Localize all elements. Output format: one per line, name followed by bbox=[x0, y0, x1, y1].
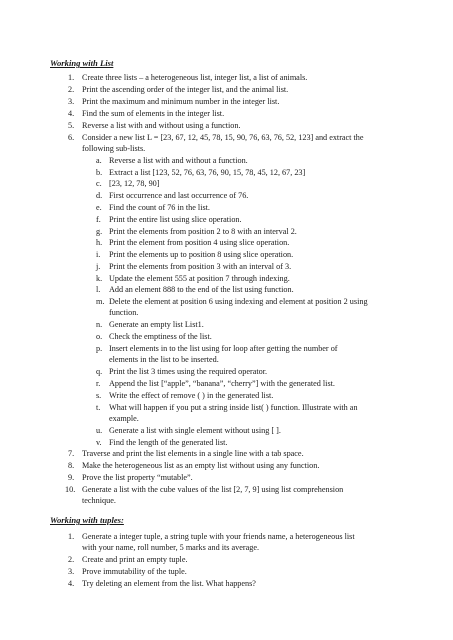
item-text: Print the ascending order of the integer list, and the animal list. bbox=[82, 85, 289, 94]
item-text: Find the sum of elements in the integer list. bbox=[82, 109, 225, 118]
item-text: technique. bbox=[82, 496, 116, 505]
item-text: Consider a new list L = [23, 67, 12, 45, 78, 15, 90, 76, 63, 76, 52, 123] and extract the bbox=[82, 133, 364, 142]
sub-item-text: Extract a list [123, 52, 76, 63, 76, 90, 15, 78, 45, 12, 67, 23] bbox=[109, 168, 306, 177]
item-text: Generate a list with the cube values of the list [2, 7, 9] using list comprehension bbox=[82, 485, 344, 494]
sub-item-text: Generate a list with single element without using [ ]. bbox=[109, 426, 281, 435]
sub-item-letter: l. bbox=[96, 285, 101, 294]
item-text: Create three lists – a heterogeneous list, integer list, a list of animals. bbox=[82, 73, 308, 82]
sub-item-letter: q. bbox=[96, 367, 103, 376]
item-number: 7. bbox=[68, 449, 75, 458]
sub-item-text: Print the list 3 times using the required operator. bbox=[109, 367, 268, 376]
item-text: with your name, roll number, 5 marks and its average. bbox=[82, 543, 260, 552]
sub-item-text: [23, 12, 78, 90] bbox=[109, 179, 160, 188]
sub-item-text: Print the elements from position 3 with an interval of 3. bbox=[109, 262, 292, 271]
sub-item-letter: j. bbox=[96, 262, 101, 271]
item-text: Create and print an empty tuple. bbox=[82, 555, 188, 564]
sub-item-letter: m. bbox=[96, 297, 105, 306]
sub-item-text: Add an element 888 to the end of the list using function. bbox=[109, 285, 294, 294]
item-number: 3. bbox=[68, 97, 75, 106]
sub-item-text: Write the effect of remove ( ) in the generated list. bbox=[109, 391, 274, 400]
item-number: 4. bbox=[68, 109, 75, 118]
sub-item-letter: t. bbox=[96, 403, 101, 412]
sub-item-text: Find the length of the generated list. bbox=[109, 438, 228, 447]
item-number: 9. bbox=[68, 473, 75, 482]
sub-item-text: example. bbox=[109, 414, 139, 423]
item-number: 1. bbox=[68, 532, 75, 541]
item-number: 5. bbox=[68, 121, 75, 130]
sub-item-letter: o. bbox=[96, 332, 103, 341]
sub-item-text: Delete the element at position 6 using indexing and element at position 2 using bbox=[109, 297, 368, 306]
sub-item-letter: h. bbox=[96, 238, 103, 247]
sub-item-letter: e. bbox=[96, 203, 102, 212]
sub-item-text: function. bbox=[109, 308, 139, 317]
sub-item-letter: k. bbox=[96, 274, 103, 283]
item-number: 8. bbox=[68, 461, 75, 470]
sub-item-text: Print the elements up to position 8 using slice operation. bbox=[109, 250, 294, 259]
item-number: 3. bbox=[68, 567, 75, 576]
section-heading-list: Working with List bbox=[50, 58, 114, 68]
item-text: Reverse a list with and without using a function. bbox=[82, 121, 241, 130]
sub-item-letter: g. bbox=[96, 227, 103, 236]
sub-item-letter: n. bbox=[96, 320, 103, 329]
sub-item-letter: v. bbox=[96, 438, 102, 447]
sub-item-letter: d. bbox=[96, 191, 103, 200]
item-text: Prove immutability of the tuple. bbox=[82, 567, 187, 576]
sub-item-text: Check the emptiness of the list. bbox=[109, 332, 212, 341]
sub-item-letter: r. bbox=[96, 379, 101, 388]
sub-item-text: Print the element from position 4 using slice operation. bbox=[109, 238, 290, 247]
item-number: 10. bbox=[65, 485, 76, 494]
sub-item-text: First occurrence and last occurrence of 76. bbox=[109, 191, 249, 200]
item-text: Try deleting an element from the list. What happens? bbox=[82, 579, 256, 588]
item-text: following sub-lists. bbox=[82, 144, 146, 153]
sub-item-text: Update the element 555 at position 7 through indexing. bbox=[109, 274, 290, 283]
sub-item-text: Reverse a list with and without a function. bbox=[109, 156, 248, 165]
sub-item-letter: c. bbox=[96, 179, 102, 188]
sub-item-letter: b. bbox=[96, 168, 103, 177]
item-text: Print the maximum and minimum number in the integer list. bbox=[82, 97, 280, 106]
sub-item-text: Find the count of 76 in the list. bbox=[109, 203, 210, 212]
sub-item-letter: f. bbox=[96, 215, 101, 224]
sub-item-letter: p. bbox=[96, 344, 103, 353]
sub-item-text: What will happen if you put a string inside list( ) function. Illustrate with an bbox=[109, 403, 358, 412]
sub-item-text: Print the elements from position 2 to 8 with an interval 2. bbox=[109, 227, 297, 236]
sub-item-text: Append the list [“apple”, “banana”, “cherry”] with the generated list. bbox=[109, 379, 335, 388]
section-heading-tuples: Working with tuples: bbox=[50, 515, 124, 525]
item-text: Make the heterogeneous list as an empty list without using any function. bbox=[82, 461, 320, 470]
sub-item-letter: a. bbox=[96, 156, 102, 165]
item-text: Prove the list property “mutable”. bbox=[82, 473, 193, 482]
sub-item-letter: s. bbox=[96, 391, 102, 400]
item-number: 2. bbox=[68, 555, 75, 564]
item-number: 1. bbox=[68, 73, 75, 82]
item-number: 4. bbox=[68, 579, 75, 588]
sub-item-text: elements in the list to be inserted. bbox=[109, 355, 219, 364]
sub-item-letter: u. bbox=[96, 426, 103, 435]
sub-item-text: Generate an empty list List1. bbox=[109, 320, 204, 329]
item-number: 2. bbox=[68, 85, 75, 94]
item-text: Traverse and print the list elements in a single line with a tab space. bbox=[82, 449, 304, 458]
item-number: 6. bbox=[68, 133, 75, 142]
sub-item-text: Insert elements in to the list using for loop after getting the number of bbox=[109, 344, 338, 353]
sub-item-letter: i. bbox=[96, 250, 101, 259]
item-text: Generate a integer tuple, a string tuple with your friends name, a heterogeneous list bbox=[82, 532, 355, 541]
sub-item-text: Print the entire list using slice operation. bbox=[109, 215, 242, 224]
